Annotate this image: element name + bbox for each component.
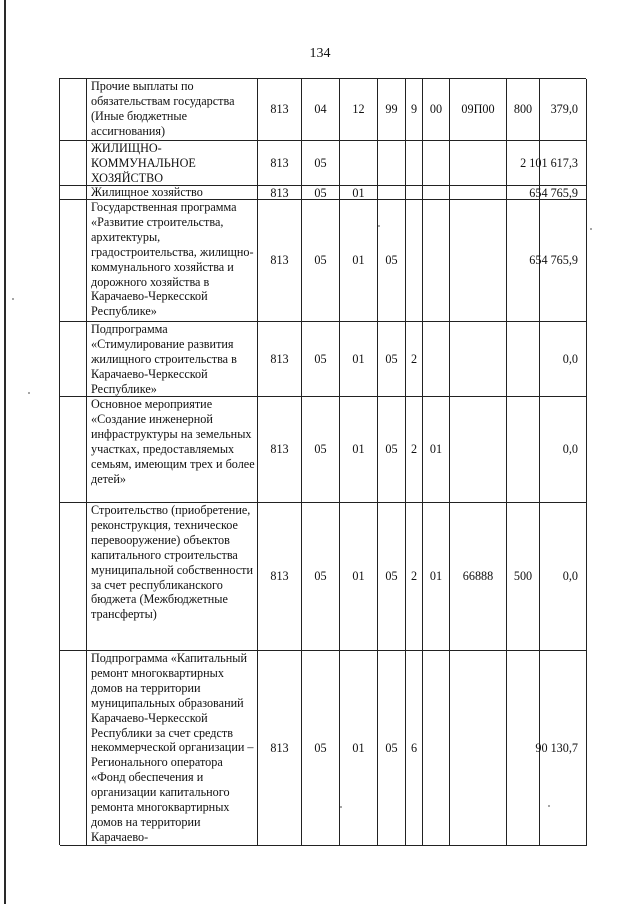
scan-speck [12, 298, 14, 300]
subsection-code-cell [340, 141, 378, 186]
section-code-cell: 04 [302, 79, 340, 141]
row-number-cell [60, 186, 87, 200]
event-code-cell: 00 [423, 79, 450, 141]
section-code-cell: 05 [302, 651, 340, 846]
item-name-cell: Прочие выплаты по обязательствам государства (Иные бюджетные ассигнования) [87, 79, 258, 141]
program-code-cell: 05 [378, 651, 406, 846]
section-code-cell: 05 [302, 322, 340, 397]
ministry-code-cell: 813 [258, 186, 302, 200]
ministry-code-cell: 813 [258, 651, 302, 846]
item-name-cell: Государственная программа «Развитие строительства, архитектуры, градостроительства, жилищно-коммунального хозяйства и дорожного хозяйства в Карачаево-Черкесской Республике» [87, 200, 258, 322]
program-code-cell: 05 [378, 200, 406, 322]
amount-cell: 90 130,7 [540, 651, 587, 846]
subsection-code-cell: 01 [340, 397, 378, 503]
amount-cell: 2 101 617,3 [540, 141, 587, 186]
item-name-cell: Жилищное хозяйство [87, 186, 258, 200]
item-name-cell: Подпрограмма «Капитальный ремонт многоквартирных домов на территории муниципальных образований Карачаево-Черкесской Республики за счет средств некоммерческой организации – Регионального оператора «Фонд обеспечения и организации капитального ремонта многоквартирных домов на территории Карачаево- [87, 651, 258, 846]
program-code-cell: 05 [378, 397, 406, 503]
scan-edge [4, 0, 6, 904]
amount-cell: 0,0 [540, 503, 587, 651]
section-code-cell: 05 [302, 186, 340, 200]
program-code-cell: 05 [378, 503, 406, 651]
subprogram-code-cell [406, 186, 423, 200]
amount-cell: 0,0 [540, 322, 587, 397]
amount-cell: 654 765,9 [540, 200, 587, 322]
expense-type-cell: 800 [507, 79, 540, 141]
row-number-cell [60, 651, 87, 846]
ministry-code-cell: 813 [258, 322, 302, 397]
event-code-cell [423, 200, 450, 322]
scan-speck [548, 805, 550, 807]
budget-table [59, 78, 586, 845]
direction-code-cell [450, 651, 507, 846]
row-number-cell [60, 397, 87, 503]
scan-speck [590, 228, 592, 230]
section-code-cell: 05 [302, 503, 340, 651]
direction-code-cell: 09П00 [450, 79, 507, 141]
row-number-cell [60, 79, 87, 141]
event-code-cell: 01 [423, 397, 450, 503]
scan-speck [340, 806, 342, 808]
subsection-code-cell: 01 [340, 200, 378, 322]
subprogram-code-cell: 2 [406, 503, 423, 651]
direction-code-cell [450, 322, 507, 397]
direction-code-cell [450, 141, 507, 186]
direction-code-cell [450, 397, 507, 503]
item-name-cell: Основное мероприятие «Создание инженерной инфраструктуры на земельных участках, предоставляемых семьям, имеющим трех и более детей» [87, 397, 258, 503]
amount-cell: 654 765,9 [540, 186, 587, 200]
expense-type-cell: 500 [507, 503, 540, 651]
direction-code-cell: 66888 [450, 503, 507, 651]
amount-cell: 0,0 [540, 397, 587, 503]
subsection-code-cell: 01 [340, 651, 378, 846]
subsection-code-cell: 01 [340, 503, 378, 651]
subprogram-code-cell: 6 [406, 651, 423, 846]
event-code-cell [423, 322, 450, 397]
section-code-cell: 05 [302, 141, 340, 186]
subsection-code-cell: 12 [340, 79, 378, 141]
row-number-cell [60, 503, 87, 651]
scan-speck [28, 392, 30, 394]
program-code-cell: 99 [378, 79, 406, 141]
row-number-cell [60, 322, 87, 397]
ministry-code-cell: 813 [258, 397, 302, 503]
event-code-cell [423, 651, 450, 846]
program-code-cell [378, 186, 406, 200]
item-name-cell: Подпрограмма «Стимулирование развития жилищного строительства в Карачаево-Черкесской Республике» [87, 322, 258, 397]
ministry-code-cell: 813 [258, 503, 302, 651]
subsection-code-cell: 01 [340, 186, 378, 200]
section-code-cell: 05 [302, 397, 340, 503]
subprogram-code-cell: 9 [406, 79, 423, 141]
event-code-cell [423, 186, 450, 200]
subprogram-code-cell: 2 [406, 322, 423, 397]
ministry-code-cell: 813 [258, 79, 302, 141]
item-name-cell: Строительство (приобретение, реконструкция, техническое перевооружение) объектов капитального строительства муниципальной собственности за счет республиканского бюджета (Межбюджетные трансферты) [87, 503, 258, 651]
event-code-cell [423, 141, 450, 186]
direction-code-cell [450, 200, 507, 322]
direction-code-cell [450, 186, 507, 200]
program-code-cell [378, 141, 406, 186]
subprogram-code-cell [406, 141, 423, 186]
ministry-code-cell: 813 [258, 200, 302, 322]
subsection-code-cell: 01 [340, 322, 378, 397]
item-name-cell: ЖИЛИЩНО-КОММУНАЛЬНОЕ ХОЗЯЙСТВО [87, 141, 258, 186]
expense-type-cell [507, 322, 540, 397]
subprogram-code-cell: 2 [406, 397, 423, 503]
expense-type-cell [507, 397, 540, 503]
program-code-cell: 05 [378, 322, 406, 397]
amount-cell: 379,0 [540, 79, 587, 141]
scan-speck [378, 225, 380, 227]
row-number-cell [60, 141, 87, 186]
ministry-code-cell: 813 [258, 141, 302, 186]
row-number-cell [60, 200, 87, 322]
event-code-cell: 01 [423, 503, 450, 651]
subprogram-code-cell [406, 200, 423, 322]
page-number: 134 [309, 46, 331, 61]
section-code-cell: 05 [302, 200, 340, 322]
